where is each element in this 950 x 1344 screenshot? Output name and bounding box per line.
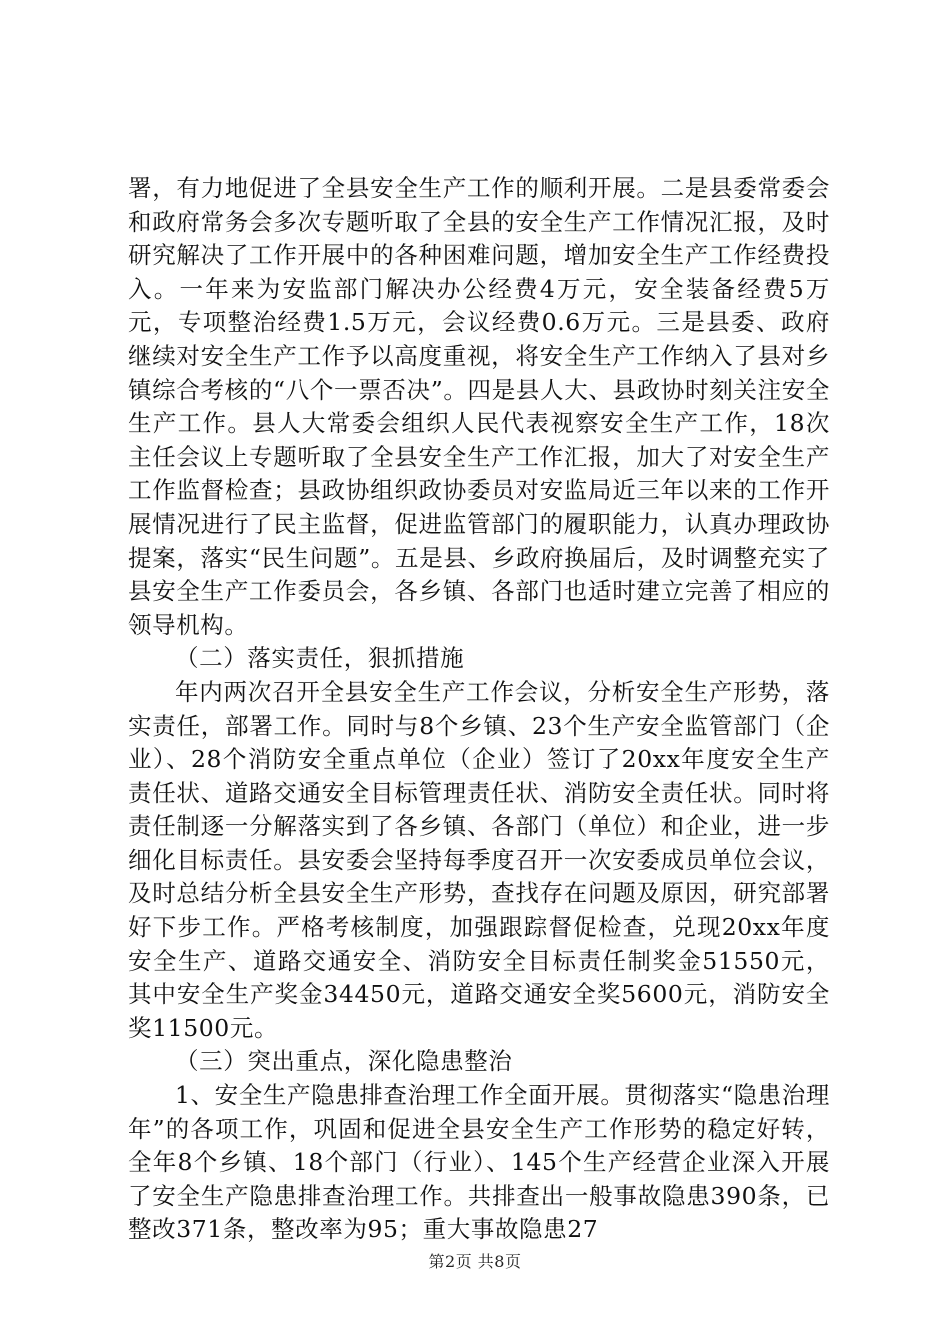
- document-body: [128, 172, 830, 1247]
- paragraph-hazard-inspection: 1、安全生产隐患排查治理工作全面开展。贯彻落实“隐患治理年”的各项工作，巩固和促进全县安全生产工作形势的稳定好转，全年8个乡镇、18个部门（行业）、145个生产经营企业深入开展了安全生产隐患排查治理工作。共排查出一般事故隐患390条，已整改371条，整改率为95；重大事故隐患27: [128, 1081, 830, 1244]
- section-heading-2: （二）落实责任，狠抓措施: [175, 644, 465, 673]
- paragraph-continuation: 署，有力地促进了全县安全生产工作的顺利开展。二是县委常委会和政府常务会多次专题听取了全县的安全生产工作情况汇报，及时研究解决了工作开展中的各种困难问题，增加安全生产工作经费投入。一年来为安监部门解决办公经费4万元，安全装备经费5万元，专项整治经费1.5万元，会议经费0.6万元。三是县委、政府继续对安全生产工作予以高度重视，将安全生产工作纳入了县对乡镇综合考核的“八个一票否决”。四是县人大、县政协时刻关注安全生产工作。县人大常委会组织人民代表视察安全生产工作，18次主任会议上专题听取了全县安全生产工作汇报，加大了对安全生产工作监督检查；县政协组织政协委员对安监局近三年以来的工作开展情况进行了民主监督，促进监管部门的履职能力，认真办理政协提案，落实“民生问题”。五是县、乡政府换届后，及时调整充实了县安全生产工作委员会，各乡镇、各部门也适时建立完善了相应的领导机构。: [128, 174, 830, 639]
- paragraph-responsibility: 年内两次召开全县安全生产工作会议，分析安全生产形势，落实责任，部署工作。同时与8个乡镇、23个生产安全监管部门（企业）、28个消防安全重点单位（企业）签订了20xx年度安全生产责任状、道路交通安全目标管理责任状、消防安全责任状。同时将责任制逐一分解落实到了各乡镇、各部门（单位）和企业，进一步细化目标责任。县安委会坚持每季度召开一次安委成员单位会议，及时总结分析全县安全生产形势，查找存在问题及原因，研究部署好下步工作。严格考核制度，加强跟踪督促检查，兑现20xx年度安全生产、道路交通安全、消防安全目标责任制奖金51550元，其中安全生产奖金34450元，道路交通安全奖5600元，消防安全奖11500元。: [128, 677, 830, 1042]
- page-number-footer: 第2页 共8页: [428, 1252, 522, 1271]
- section-heading-3: （三）突出重点，深化隐患整治: [175, 1047, 513, 1076]
